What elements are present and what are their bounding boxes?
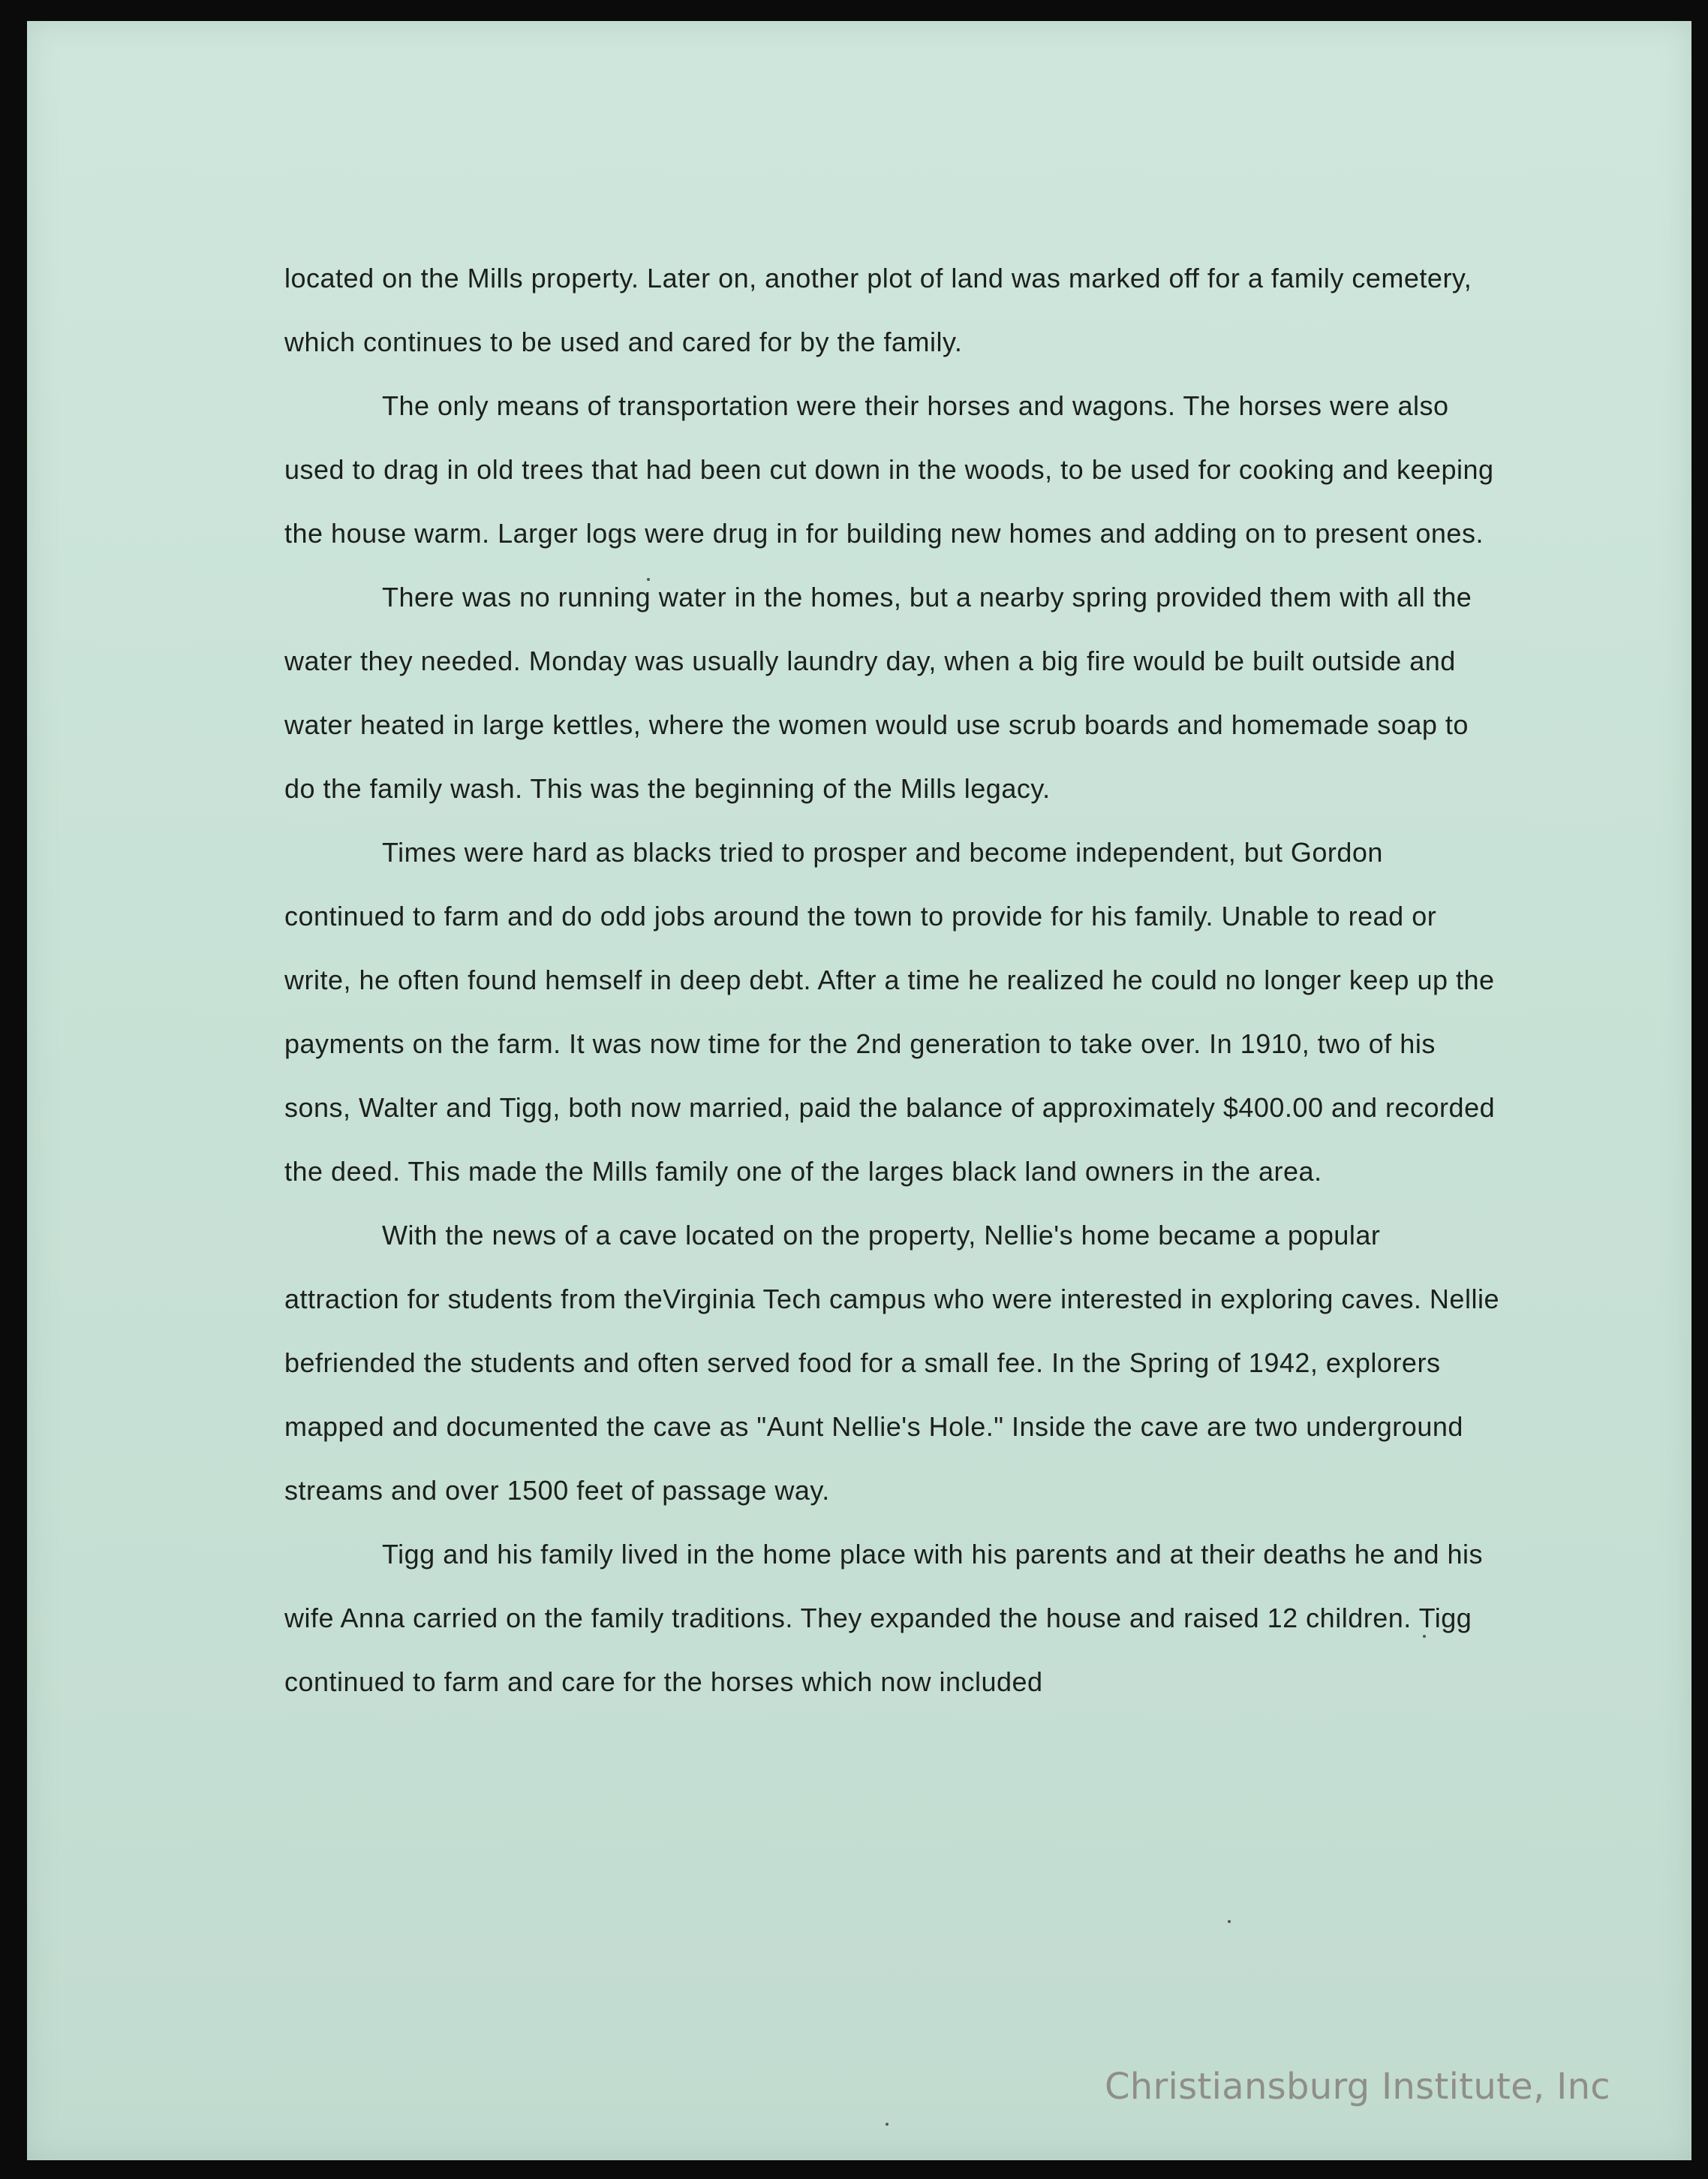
paper-speck: [886, 2123, 889, 2126]
paragraph-3: There was no running water in the homes, but a nearby spring provided them with all the water they needed. Monday was usually laundry day, when a big fire would be built outside and water heated in large kettles, where the women would use scrub boards and homemade soap to do the family wash. This was the beginning of the Mills legacy.: [284, 582, 1472, 804]
paragraph-6: Tigg and his family lived in the home place with his parents and at their deaths he and his wife Anna carried on the family traditions. They expanded the house and raised 12 children. Tigg continued to farm and care for the horses which now included: [284, 1539, 1483, 1697]
watermark-text: Christiansburg Institute, Inc: [1104, 2066, 1610, 2108]
body-text: [284, 246, 1500, 1714]
document-page: [27, 21, 1691, 2160]
paragraph-5: With the news of a cave located on the property, Nellie's home became a popular attraction for students from theVirginia Tech campus who were interested in exploring caves. Nellie befriended the students and often served food for a small fee. In the Spring of 1942, explorers mapped and documented the cave as "Aunt Nellie's Hole." Inside the cave are two underground streams and over 1500 feet of passage way.: [284, 1220, 1499, 1506]
paragraph-1: located on the Mills property. Later on, another plot of land was marked off for a family cemetery, which continues to be used and cared for by the family.: [284, 263, 1472, 357]
paragraph-4: Times were hard as blacks tried to prosper and become independent, but Gordon continued to farm and do odd jobs around the town to provide for his family. Unable to read or write, he often found hemself in deep debt. After a time he realized he could no longer keep up the payments on the farm. It was now time for the 2nd generation to take over. In 1910, two of his sons, Walter and Tigg, both now married, paid the balance of approximately $400.00 and recorded the deed. This made the Mills family one of the larges black land owners in the area.: [284, 837, 1496, 1187]
paper-speck: [1228, 1920, 1231, 1923]
paragraph-2: The only means of transportation were their horses and wagons. The horses were also used to drag in old trees that had been cut down in the woods, to be used for cooking and keeping the house warm. Larger logs were drug in for building new homes and adding on to present ones.: [284, 390, 1494, 549]
